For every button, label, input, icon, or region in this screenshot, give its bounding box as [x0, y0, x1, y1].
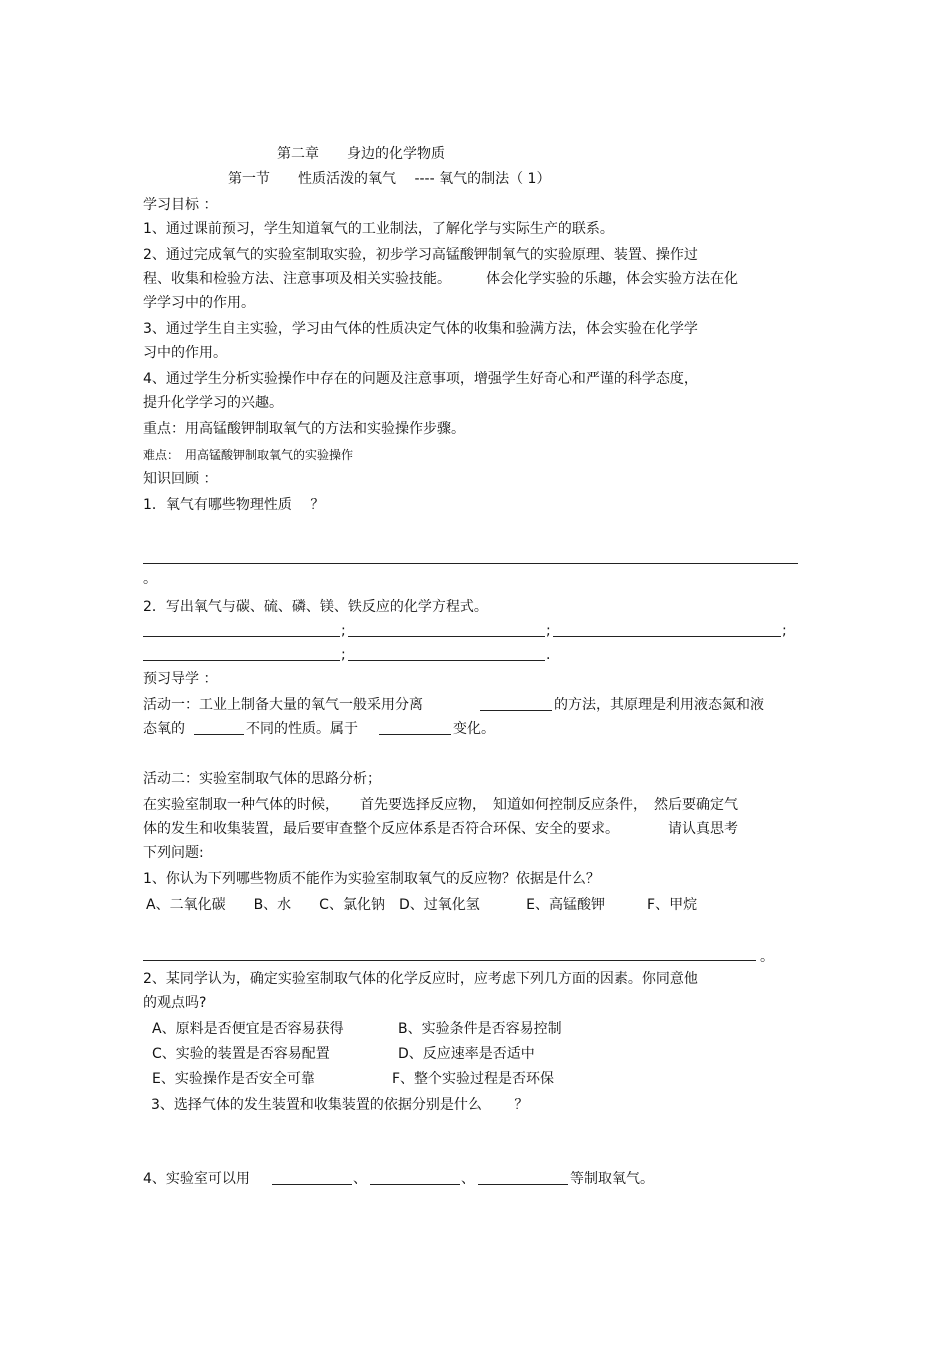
separator: ; [341, 623, 346, 639]
separator: . [546, 647, 551, 663]
question-4-blank-1[interactable] [272, 1184, 352, 1185]
activity-1-line-1a: 活动一：工业上制备大量的氧气一般采用分离 [143, 697, 423, 713]
question-1-options: A、二氧化碳 B、水 C、氯化钠 D、过氧化氢 E、高锰酸钾 F、甲烷 [146, 897, 698, 913]
option-d: D、反应速率是否适中 [398, 1046, 535, 1062]
activity-2-title: 活动二：实验室制取气体的思路分析； [143, 771, 381, 787]
question-4-blank-3[interactable] [478, 1184, 568, 1185]
review-q1-end: 。 [143, 571, 157, 587]
activity-1-blank-3[interactable] [379, 734, 451, 735]
preview-question-4-end: 等制取氧气。 [570, 1171, 654, 1187]
objective-3-line-2: 习中的作用。 [143, 345, 227, 361]
objective-1: 1、通过课前预习，学生知道氧气的工业制法，了解化学与实际生产的联系。 [143, 221, 614, 237]
separator: 、 [461, 1171, 475, 1187]
preview-heading: 预习导学 ： [143, 671, 218, 687]
equation-blank-4[interactable] [143, 660, 340, 661]
preview-question-2-line-1: 2、某同学认为，确定实验室制取气体的化学反应时，应考虑下列几方面的因素。你同意他 [143, 971, 698, 987]
objective-2-line-3: 学学习中的作用。 [143, 295, 255, 311]
review-question-1: 1．氧气有哪些物理性质 ？ [143, 497, 325, 513]
option-b: B、实验条件是否容易控制 [398, 1021, 562, 1037]
option-e: E、实验操作是否安全可靠 [152, 1071, 315, 1087]
activity-1-line-2b: 不同的性质。属于 [246, 721, 358, 737]
section-title: 第一节 性质活泼的氧气 ---- 氧气的制法（ 1） [228, 171, 551, 187]
separator: ; [546, 623, 551, 639]
objective-4-line-2: 提升化学学习的兴趣。 [143, 395, 283, 411]
objective-4-line-1: 4、通过学生分析实验操作中存在的问题及注意事项，增强学生好奇心和严谨的科学态度， [143, 371, 698, 387]
equation-blank-5[interactable] [348, 660, 545, 661]
equation-blank-3[interactable] [553, 636, 781, 637]
activity-1-blank-1[interactable] [480, 710, 552, 711]
option-a: A、原料是否便宜是否容易获得 [152, 1021, 344, 1037]
option-c: C、实验的装置是否容易配置 [152, 1046, 330, 1062]
activity-1-line-1b: 的方法，其原理是利用液态氮和液 [554, 697, 764, 713]
activity-1-blank-2[interactable] [194, 734, 244, 735]
objective-2-line-1: 2、通过完成氧气的实验室制取实验，初步学习高锰酸钾制氧气的实验原理、装置、操作过 [143, 247, 698, 263]
objective-3-line-1: 3、通过学生自主实验，学习由气体的性质决定气体的收集和验满方法，体会实验在化学学 [143, 321, 698, 337]
answer-blank-1[interactable] [143, 563, 798, 564]
chapter-title: 第二章 身边的化学物质 [277, 146, 445, 162]
objectives-heading: 学习目标 ： [143, 197, 218, 213]
equation-blank-2[interactable] [348, 636, 545, 637]
separator: ; [341, 647, 346, 663]
activity-2-line-2: 体的发生和收集装置，最后要审查整个反应体系是否符合环保、安全的要求。 请认真思考 [143, 821, 738, 837]
separator: ; [782, 623, 787, 639]
question-4-blank-2[interactable] [370, 1184, 460, 1185]
objective-2-line-2: 程、收集和检验方法、注意事项及相关实验技能。 体会化学实验的乐趣，体会实验方法在化 [143, 271, 738, 287]
activity-1-line-2c: 变化。 [453, 721, 495, 737]
option-f: F、整个实验过程是否环保 [392, 1071, 555, 1087]
preview-question-1: 1、你认为下列哪些物质不能作为实验室制取氧气的反应物？依据是什么？ [143, 871, 600, 887]
review-question-2: 2．写出氧气与碳、硫、磷、镁、铁反应的化学方程式。 [143, 599, 488, 615]
key-point: 重点：用高锰酸钾制取氧气的方法和实验操作步骤。 [143, 421, 465, 437]
activity-1-line-2a: 态氧的 [143, 721, 185, 737]
answer-blank-2[interactable] [143, 960, 756, 961]
preview-question-3: 3、选择气体的发生装置和收集装置的依据分别是什么 ？ [151, 1097, 529, 1113]
activity-2-line-3: 下列问题: [143, 845, 204, 861]
preview-question-4-start: 4、实验室可以用 [143, 1171, 250, 1187]
preview-question-2-line-2: 的观点吗? [143, 995, 207, 1011]
activity-2-line-1: 在实验室制取一种气体的时候， 首先要选择反应物， 知道如何控制反应条件， 然后要确定气 [143, 797, 738, 813]
review-heading: 知识回顾 ： [143, 471, 218, 487]
separator: 、 [353, 1171, 367, 1187]
difficulty: 难点： 用高锰酸钾制取氧气的实验操作 [143, 448, 354, 462]
equation-blank-1[interactable] [143, 636, 340, 637]
question-1-end: 。 [760, 949, 774, 965]
